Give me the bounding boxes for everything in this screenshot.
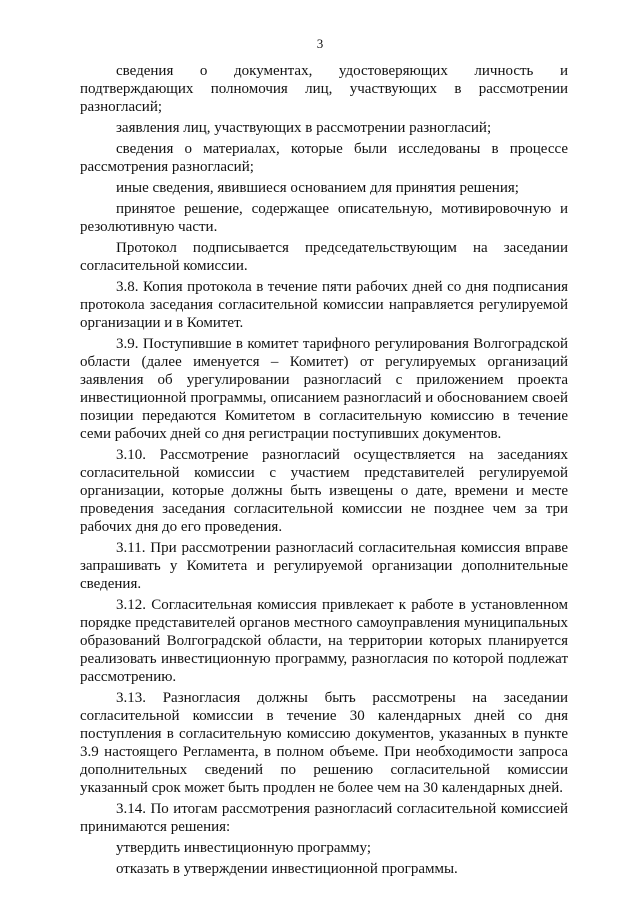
page-number: 3: [316, 36, 324, 51]
paragraph-3-14: 3.14. По итогам рассмотрения разногласий согласительной комиссией принимаются решения:: [80, 801, 568, 835]
paragraph-identity-documents: сведения о документах, удостоверяющих личность и подтверждающих полномочия лиц, участвующих в рассмотрении разногласий;: [80, 63, 568, 115]
paragraph-refuse-program: отказать в утверждении инвестиционной программы.: [116, 861, 458, 877]
paragraph-3-13: 3.13. Разногласия должны быть рассмотрены на заседании согласительной комиссии в течение 30 календарных дней со дня поступления в согласительную комиссию документов, указанных в пункте 3.9 настоящего Регламента, в полном объеме. При необходимости запроса дополнительных сведений по решению согласительной комиссии указанный срок может быть продлен не более чем на 30 календарных дней.: [80, 690, 568, 796]
paragraph-3-12: 3.12. Согласительная комиссия привлекает к работе в установленном порядке представителей органов местного самоуправления муниципальных образований Волгоградской области, на территории которых планируется реализовать инвестиционную программу, разногласия по которой подлежат рассмотрению.: [80, 597, 568, 685]
paragraph-3-11: 3.11. При рассмотрении разногласий согласительная комиссия вправе запрашивать у Комитета и регулируемой организации дополнительные сведения.: [80, 540, 568, 592]
paragraph-other-information: иные сведения, явившиеся основанием для принятия решения;: [116, 180, 519, 196]
paragraph-examined-materials: сведения о материалах, которые были исследованы в процессе рассмотрения разногласий;: [80, 141, 568, 175]
paragraph-3-10: 3.10. Рассмотрение разногласий осуществляется на заседаниях согласительной комиссии с участием представителей регулируемой организации, которые должны быть извещены о дате, времени и месте проведения заседания согласительной комиссии не позднее чем за три рабочих дня до его проведения.: [80, 447, 568, 535]
paragraph-decision: принятое решение, содержащее описательную, мотивировочную и резолютивную части.: [80, 201, 568, 235]
paragraph-protocol-signing: Протокол подписывается председательствующим на заседании согласительной комиссии.: [80, 240, 568, 274]
paragraph-3-8: 3.8. Копия протокола в течение пяти рабочих дней со дня подписания протокола заседания согласительной комиссии направляется регулируемой организации и в Комитет.: [80, 279, 568, 331]
document-body: [80, 62, 568, 881]
paragraph-participant-statements: заявления лиц, участвующих в рассмотрении разногласий;: [116, 120, 492, 136]
paragraph-3-9: 3.9. Поступившие в комитет тарифного регулирования Волгоградской области (далее именуется – Комитет) от регулируемых организаций заявления об урегулировании разногласий с приложением проекта инвестиционной программы, описанием разногласий и обоснованием своей позиции передаются Комитетом в согласительную комиссию в течение семи рабочих дней со дня регистрации поступивших документов.: [80, 336, 568, 442]
paragraph-approve-program: утвердить инвестиционную программу;: [116, 840, 371, 856]
